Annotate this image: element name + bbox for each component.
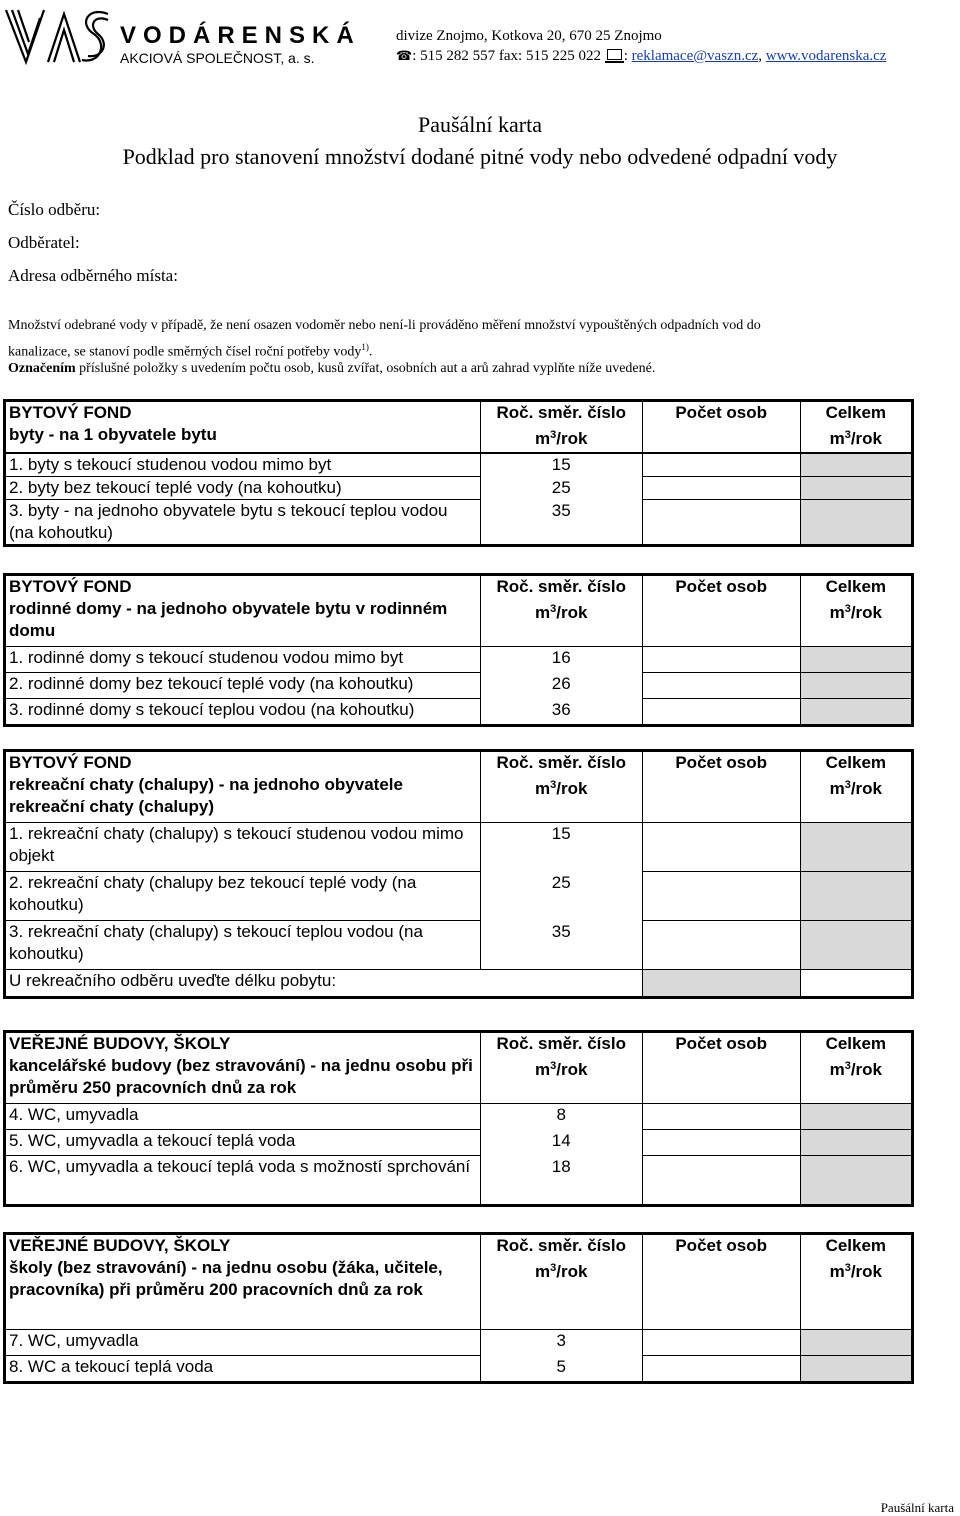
- col-celkem: Celkem $m^3$/rok: [800, 751, 912, 823]
- section-heading: BYTOVÝ FOND rekreační chaty (chalupy) - na jednoho obyvatele rekreační chaty (chalupy): [5, 751, 481, 823]
- table-row: 1. rekreační chaty (chalupy) s tekoucí studenou vodou mimo objekt 15: [5, 823, 913, 872]
- input-osob[interactable]: [642, 823, 800, 872]
- company-subtitle: AKCIOVÁ SPOLEČNOST, a. s.: [120, 50, 315, 66]
- page-title: Paušální karta: [417, 112, 543, 137]
- section-heading: BYTOVÝ FOND byty - na 1 obyvatele bytu: [5, 401, 481, 454]
- table-row: 6. WC, umyvadla a tekoucí teplá voda s možností sprchování 18: [5, 1156, 913, 1206]
- celkem-cell: [800, 1330, 912, 1356]
- note-line-3: Označením příslušné položky s uvedením počtu osob, kusů zvířat, osobních aut a arů zahrad vyplňte níže uvedené.: [8, 361, 656, 376]
- company-address: divize Znojmo, Kotkova 20, 670 25 Znojmo: [396, 28, 662, 44]
- input-osob[interactable]: [642, 453, 800, 477]
- input-osob[interactable]: [642, 673, 800, 699]
- celkem-cell: [800, 1104, 912, 1130]
- table-rekreacni-chaty: [3, 749, 914, 999]
- table-row: 3. rodinné domy s tekoucí teplou vodou (na kohoutku) 36: [5, 699, 913, 726]
- celkem-cell: [800, 647, 912, 673]
- input-osob[interactable]: [642, 872, 800, 921]
- col-smer: Roč. směr. číslo $m^3$/rok: [480, 401, 642, 454]
- celkem-cell: [800, 921, 912, 970]
- table-skoly: [3, 1232, 914, 1384]
- company-name: VODÁRENSKÁ: [120, 22, 361, 49]
- celkem-cell: [800, 872, 912, 921]
- computer-icon: [607, 49, 622, 60]
- table-row: 2. byty bez tekoucí teplé vody (na kohoutku) 25: [5, 477, 913, 500]
- table-row: 3. byty - na jednoho obyvatele bytu s tekoucí teplou vodou (na kohoutku) 35: [5, 500, 913, 546]
- col-osob: Počet osob: [642, 401, 800, 454]
- phone-icon: ☎: [396, 48, 413, 63]
- table-kancelarske-budovy: [3, 1030, 914, 1207]
- input-osob[interactable]: [642, 1356, 800, 1383]
- table-row: 3. rekreační chaty (chalupy) s tekoucí teplou vodou (na kohoutku) 35: [5, 921, 913, 970]
- input-osob[interactable]: [642, 1330, 800, 1356]
- input-osob[interactable]: [642, 1156, 800, 1206]
- input-osob[interactable]: [642, 477, 800, 500]
- table-rodinne-domy: [3, 573, 914, 727]
- input-osob[interactable]: [642, 500, 800, 546]
- contact-line: ☎: 515 282 557 fax: 515 225 022 : reklamace@vaszn.cz, www.vodarenska.cz: [396, 48, 887, 64]
- section-heading: VEŘEJNÉ BUDOVY, ŠKOLY školy (bez stravování) - na jednu osobu (žáka, učitele, pracovníka) při průměru 200 pracovních dnů za rok: [5, 1234, 481, 1330]
- col-osob: Počet osob: [642, 1032, 800, 1104]
- col-celkem: Celkem $m^3$/rok: [800, 575, 912, 647]
- col-celkem: Celkem $m^3$/rok: [800, 1234, 912, 1330]
- field-adresa: Adresa odběrného místa:: [8, 266, 178, 285]
- celkem-cell: [800, 453, 912, 477]
- table-byty: [3, 399, 914, 547]
- note-line-1: Množství odebrané vody v případě, že není osazen vodoměr nebo není-li prováděno měření množství vypouštěných odpadních vod do: [8, 318, 761, 333]
- celkem-cell: [800, 1356, 912, 1383]
- table-row: 7. WC, umyvadla 3: [5, 1330, 913, 1356]
- col-osob: Počet osob: [642, 1234, 800, 1330]
- celkem-cell: [800, 500, 912, 546]
- col-celkem: Celkem $m^3$/rok: [800, 1032, 912, 1104]
- input-osob[interactable]: [642, 647, 800, 673]
- col-smer: Roč. směr. číslo $m^3$/rok: [480, 575, 642, 647]
- celkem-cell: [800, 699, 912, 726]
- section-heading: VEŘEJNÉ BUDOVY, ŠKOLY kancelářské budovy (bez stravování) - na jednu osobu při průměru 250 pracovních dnů za rok: [5, 1032, 481, 1104]
- table-row: 1. rodinné domy s tekoucí studenou vodou mimo byt 16: [5, 647, 913, 673]
- col-celkem: Celkem $m^3$/rok: [800, 401, 912, 454]
- table-row: 8. WC a tekoucí teplá voda 5: [5, 1356, 913, 1383]
- page-subtitle: Podklad pro stanovení množství dodané pitné vody nebo odvedené odpadní vody: [122, 144, 838, 169]
- table-row: 5. WC, umyvadla a tekoucí teplá voda 14: [5, 1130, 913, 1156]
- field-odberatel: Odběratel:: [8, 233, 80, 252]
- company-logo: [4, 4, 112, 68]
- input-osob[interactable]: [642, 699, 800, 726]
- phone-text: : 515 282 557 fax: 515 225 022: [412, 48, 601, 64]
- celkem-cell: [800, 823, 912, 872]
- note-line-2: kanalizace, se stanoví podle směrných čísel roční potřeby vody$^{1)}$.: [8, 342, 373, 360]
- col-osob: Počet osob: [642, 751, 800, 823]
- email-link[interactable]: reklamace@vaszn.cz: [631, 48, 759, 64]
- celkem-cell: [800, 1130, 912, 1156]
- input-osob[interactable]: [642, 1104, 800, 1130]
- table-row: 2. rekreační chaty (chalupy bez tekoucí teplé vody (na kohoutku) 25: [5, 872, 913, 921]
- table-row: [5, 970, 913, 998]
- field-cislo-odberu: Číslo odběru:: [8, 200, 101, 219]
- pobyt-label: U rekreačního odběru uveďte délku pobytu:: [5, 970, 643, 998]
- table-row: 1. byty s tekoucí studenou vodou mimo byt 15: [5, 453, 913, 477]
- table-row: 2. rodinné domy bez tekoucí teplé vody (na kohoutku) 26: [5, 673, 913, 699]
- col-osob: Počet osob: [642, 575, 800, 647]
- col-smer: Roč. směr. číslo $m^3$/rok: [480, 1234, 642, 1330]
- input-osob[interactable]: [642, 1130, 800, 1156]
- web-link[interactable]: www.vodarenska.cz: [765, 48, 887, 64]
- section-heading: BYTOVÝ FOND rodinné domy - na jednoho obyvatele bytu v rodinném domu: [5, 575, 481, 647]
- col-smer: Roč. směr. číslo $m^3$/rok: [480, 1032, 642, 1104]
- page-footer: Paušální karta: [880, 1500, 954, 1515]
- pobyt-input[interactable]: [642, 970, 800, 998]
- celkem-cell: [800, 673, 912, 699]
- celkem-cell: [800, 1156, 912, 1206]
- col-smer: Roč. směr. číslo $m^3$/rok: [480, 751, 642, 823]
- celkem-cell: [800, 477, 912, 500]
- input-osob[interactable]: [642, 921, 800, 970]
- table-row: 4. WC, umyvadla 8: [5, 1104, 913, 1130]
